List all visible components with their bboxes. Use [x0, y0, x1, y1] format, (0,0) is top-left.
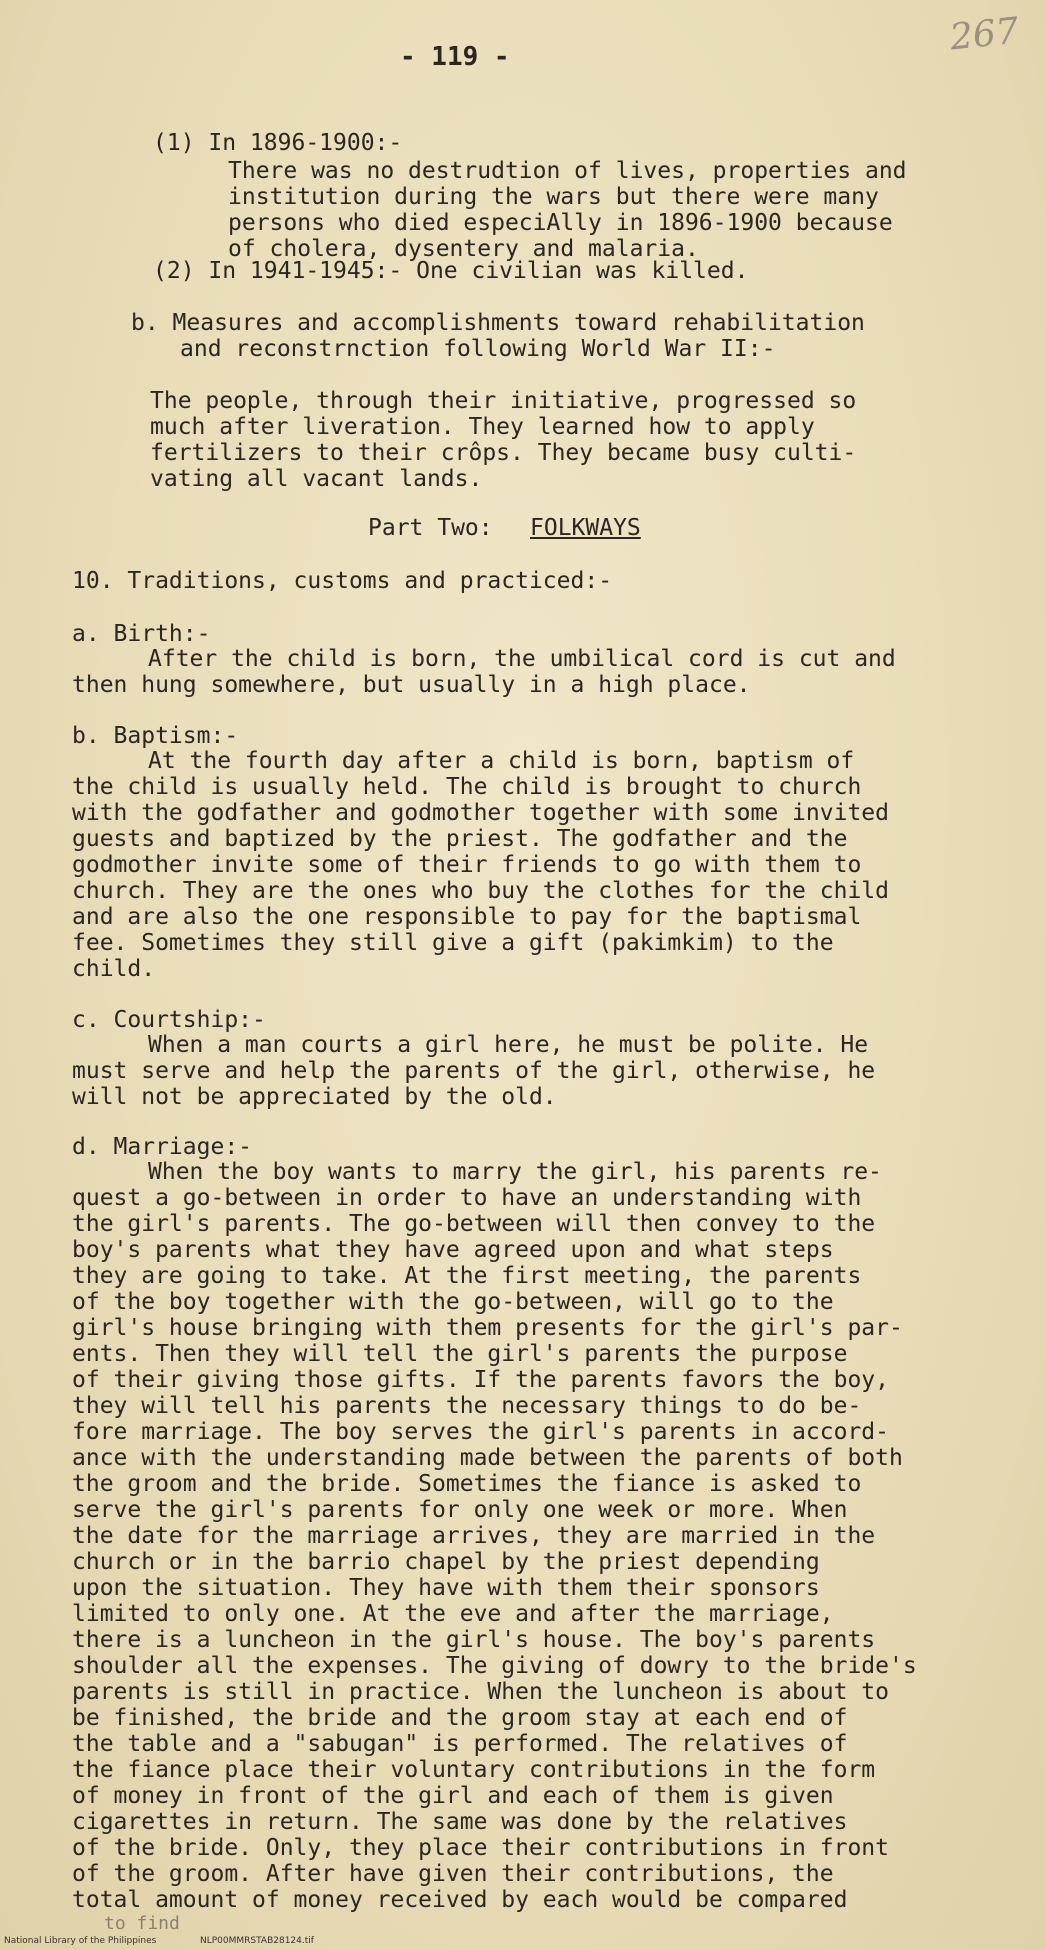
text-line: At the fourth day after a child is born, baptism of [148, 748, 855, 774]
text-line: of cholera, dysentery and malaria. [228, 236, 699, 262]
text-line: guests and baptized by the priest. The godfather and the [72, 826, 848, 852]
text-line: child. [72, 956, 156, 982]
text-line: will not be appreciated by the old. [72, 1084, 557, 1110]
text-line: the table and a "sabugan" is performed. The relatives of [72, 1731, 848, 1757]
subheading: a. Birth:- [72, 621, 211, 647]
text-line: must serve and help the parents of the girl, otherwise, he [72, 1058, 876, 1084]
text-line: the fiance place their voluntary contributions in the form [72, 1757, 876, 1783]
text-line: ance with the understanding made between the parents of both [72, 1445, 903, 1471]
text-line: (1) In 1896-1900:- [153, 130, 403, 156]
text-line: of money in front of the girl and each of them is given [72, 1783, 834, 1809]
text-line: 10. Traditions, customs and practiced:- [72, 568, 613, 594]
scan-footer [0, 1932, 1045, 1950]
text-line: fertilizers to their crôps. They became busy culti- [150, 440, 857, 466]
text-line: quest a go-between in order to have an understanding with [72, 1185, 862, 1211]
text-line: the date for the marriage arrives, they are married in the [72, 1523, 876, 1549]
text-line: the child is usually held. The child is brought to church [72, 774, 862, 800]
page-number: - 119 - [400, 42, 510, 72]
text-line: parents is still in practice. When the luncheon is about to [72, 1679, 889, 1705]
text-line: cigarettes in return. The same was done by the relatives [72, 1809, 848, 1835]
text-line: godmother invite some of their friends to go with them to [72, 852, 862, 878]
text-line: shoulder all the expenses. The giving of dowry to the bride's [72, 1653, 917, 1679]
text-line: After the child is born, the umbilical cord is cut and [148, 646, 896, 672]
text-line: much after liveration. They learned how to apply [150, 414, 815, 440]
text-line: they are going to take. At the first meeting, the parents [72, 1263, 862, 1289]
footer-filename: NLP00MMRSTAB28124.tif [200, 1936, 314, 1946]
text-line: There was no destrudtion of lives, properties and [228, 158, 907, 184]
text-line: and are also the one responsible to pay for the baptismal [72, 904, 862, 930]
text-line: total amount of money received by each would be compared [72, 1887, 848, 1913]
text-line: limited to only one. At the eve and after the marriage, [72, 1601, 834, 1627]
text-line: serve the girl's parents for only one week or more. When [72, 1497, 848, 1523]
text-line: When a man courts a girl here, he must be polite. He [148, 1032, 869, 1058]
text-line: upon the situation. They have with them their sponsors [72, 1575, 820, 1601]
text-line: church. They are the ones who buy the clothes for the child [72, 878, 889, 904]
subheading: c. Courtship:- [72, 1007, 266, 1033]
text-line: fee. Sometimes they still give a gift (pakimkim) to the [72, 930, 834, 956]
text-line: the groom and the bride. Sometimes the fiance is asked to [72, 1471, 862, 1497]
text-line: church or in the barrio chapel by the priest depending [72, 1549, 820, 1575]
text-line: then hung somewhere, but usually in a high place. [72, 672, 751, 698]
text-line: of the groom. After have given their contributions, the [72, 1861, 834, 1887]
text-line: they will tell his parents the necessary things to do be- [72, 1393, 862, 1419]
text-line: the girl's parents. The go-between will then convey to the [72, 1211, 876, 1237]
subheading: d. Marriage:- [72, 1134, 253, 1160]
section-heading-part: Part Two: [368, 515, 493, 541]
text-line: persons who died especiAlly in 1896-1900 because [228, 210, 893, 236]
text-line: (2) In 1941-1945:- One civilian was killed. [153, 258, 749, 284]
text-line: be finished, the bride and the groom stay at each end of [72, 1705, 848, 1731]
text-line: When the boy wants to marry the girl, his parents re- [148, 1159, 882, 1185]
subheading: b. Baptism:- [72, 723, 239, 749]
text-line: of their giving those gifts. If the parents favors the boy, [72, 1367, 889, 1393]
handwritten-page-number: 267 [948, 10, 1021, 59]
text-line: ents. Then they will tell the girl's parents the purpose [72, 1341, 848, 1367]
text-line: The people, through their initiative, progressed so [150, 388, 857, 414]
text-line: with the godfather and godmother together with some invited [72, 800, 889, 826]
text-line: of the boy together with the go-between, will go to the [72, 1289, 834, 1315]
footer-library: National Library of the Philippines [4, 1936, 157, 1946]
text-line: boy's parents what they have agreed upon and what steps [72, 1237, 834, 1263]
text-line: and reconstrnction following World War II:- [180, 336, 776, 362]
text-line-faded: to find [104, 1913, 180, 1934]
text-line: institution during the wars but there were many [228, 184, 879, 210]
text-line: girl's house bringing with them presents for the girl's par- [72, 1315, 903, 1341]
text-line: b. Measures and accomplishments toward rehabilitation [131, 310, 865, 336]
text-line: there is a luncheon in the girl's house. The boy's parents [72, 1627, 876, 1653]
text-line: vating all vacant lands. [150, 466, 483, 492]
section-heading-title: FOLKWAYS [530, 515, 641, 541]
text-line: fore marriage. The boy serves the girl's parents in accord- [72, 1419, 889, 1445]
text-line: of the bride. Only, they place their contributions in front [72, 1835, 889, 1861]
